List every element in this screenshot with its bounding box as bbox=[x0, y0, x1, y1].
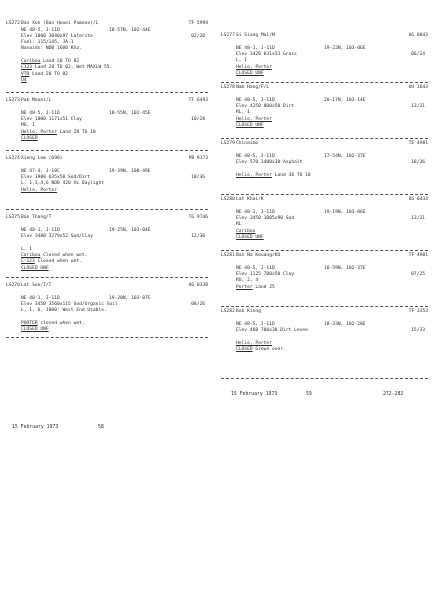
site-id: LS277 bbox=[221, 33, 235, 38]
site-id: LS279 bbox=[221, 141, 235, 146]
entry-details bbox=[21, 222, 205, 272]
coordinates: 19-20N, 103-07E bbox=[109, 295, 151, 301]
site-id: LS273 bbox=[6, 98, 20, 103]
left-footer-date: 15 February 1973 bbox=[12, 425, 59, 430]
runway-heading: 15/33 bbox=[411, 328, 425, 334]
detail-text: Elev 3450 1005x90 Sod bbox=[236, 216, 295, 222]
site-id: LS272 bbox=[6, 21, 20, 26]
entry-separator bbox=[6, 277, 208, 278]
site-id: LS281 bbox=[221, 253, 235, 258]
right-page-number: 59 bbox=[306, 392, 312, 397]
runway-heading: 02/20 bbox=[191, 33, 205, 39]
entry-details bbox=[236, 92, 425, 130]
coordinates: 18-57N, 102-44E bbox=[109, 27, 151, 33]
detail-line bbox=[236, 123, 425, 129]
runway-heading: 06/24 bbox=[411, 52, 425, 58]
detail-text: Helio, Porter bbox=[236, 340, 272, 346]
site-name: Xieng Lom (698) bbox=[21, 156, 63, 161]
entry-separator bbox=[221, 82, 428, 83]
detail-text: Caribou Land 20 TO 02 bbox=[21, 58, 80, 64]
coordinates: 20-17N, 103-14E bbox=[324, 97, 366, 103]
detail-text: Elev 570 1400x30 Asphalt bbox=[236, 160, 303, 166]
detail-text: NE 47-4, J-10C bbox=[21, 168, 60, 174]
detail-text: Elev 3480 3279x52 Sod/Clay bbox=[21, 234, 93, 240]
entry-separator bbox=[221, 378, 428, 379]
runway-heading: 10/28 bbox=[191, 117, 205, 123]
detail-text: CLOSED UNF bbox=[21, 265, 49, 271]
coordinates: 19-25N, 103-04E bbox=[109, 227, 151, 233]
detail-text: Elev 4250 800x50 Dirt bbox=[236, 104, 295, 110]
detail-text: Elev 3420 831x53 Grass bbox=[236, 52, 297, 58]
detail-text: NE 48-1, J-11D bbox=[21, 295, 60, 301]
detail-line bbox=[21, 327, 205, 333]
entry-separator bbox=[221, 250, 428, 251]
entry-separator bbox=[221, 138, 428, 139]
detail-line bbox=[21, 188, 205, 194]
detail-text: CLOSED bbox=[21, 135, 38, 141]
detail-text: Elev 1900 635x50 Sod/Dirt bbox=[21, 175, 91, 181]
entry-separator bbox=[6, 209, 208, 210]
coordinates: 19-39N, 100-49E bbox=[109, 168, 151, 174]
detail-text: Helio, Porter bbox=[236, 64, 272, 70]
site-name: Lat Sen/T/T bbox=[21, 283, 52, 288]
detail-text: NE 48-5, J-11D bbox=[236, 153, 275, 159]
grid-code: TE 4981 bbox=[408, 141, 428, 146]
detail-text: MU, 1 bbox=[21, 123, 35, 129]
detail-text: VTR Land 20 TO 02 bbox=[21, 71, 69, 77]
grid-code: UG 0338 bbox=[188, 283, 208, 288]
airfield-entry bbox=[6, 98, 208, 158]
detail-line bbox=[236, 347, 425, 353]
airfield-entry bbox=[221, 33, 428, 93]
coordinates: 19-22N, 103-06E bbox=[324, 45, 366, 51]
detail-text: L, 1,3,4,6 NDB 420 XL Daylight bbox=[21, 181, 104, 187]
detail-text: Helio, Porter bbox=[236, 116, 272, 122]
runway-heading: 08/26 bbox=[191, 302, 205, 308]
detail-line bbox=[21, 78, 205, 84]
entry-details bbox=[21, 163, 205, 194]
detail-text: NE 48-5, J-11D bbox=[236, 265, 275, 271]
detail-text: NE 48-1, J-11D bbox=[21, 227, 60, 233]
detail-line bbox=[236, 235, 425, 241]
detail-text: RL bbox=[236, 222, 242, 228]
runway-heading: 18/36 bbox=[191, 175, 205, 181]
grid-code: UH 1643 bbox=[408, 85, 428, 90]
entry-separator bbox=[221, 194, 428, 195]
detail-line bbox=[236, 173, 425, 179]
entry-separator bbox=[6, 150, 208, 151]
runway-heading: 13/31 bbox=[411, 216, 425, 222]
site-id: LS275 bbox=[6, 215, 20, 220]
detail-line bbox=[21, 266, 205, 272]
detail-text: NE 48-5, J-11D bbox=[236, 97, 275, 103]
entry-details bbox=[236, 260, 425, 291]
airfield-entry bbox=[221, 253, 428, 313]
runway-heading: 07/25 bbox=[411, 272, 425, 278]
detail-text: CLOSED UNF bbox=[236, 234, 264, 240]
runway-heading: 18/36 bbox=[411, 160, 425, 166]
grid-code: PB 9173 bbox=[188, 156, 208, 161]
detail-text: Elev 1125 700x50 Clay bbox=[236, 272, 295, 278]
grid-code: TF 3353 bbox=[408, 309, 428, 314]
site-id: LS282 bbox=[221, 309, 235, 314]
site-name: Nam Hang/F/L bbox=[236, 85, 270, 90]
detail-line bbox=[236, 285, 425, 291]
detail-text: C123 Land 20 TO 02, Wet MAXLW 55. bbox=[21, 65, 113, 71]
grid-code: TF 5994 bbox=[188, 21, 208, 26]
right-page-range: 272-282 bbox=[383, 392, 404, 397]
airfield-entry bbox=[221, 85, 428, 145]
grid-code: TG 9746 bbox=[188, 215, 208, 220]
coordinates: 18-59N, 102-37E bbox=[324, 265, 366, 271]
right-footer-date: 15 February 1973 bbox=[231, 392, 278, 397]
entry-details bbox=[21, 28, 205, 85]
detail-text: RU, 2, 4 bbox=[236, 278, 259, 284]
entry-details bbox=[21, 290, 205, 334]
detail-text: Helio, Porter bbox=[21, 187, 57, 193]
detail-text: C-123 Closed when wet. bbox=[21, 259, 82, 265]
detail-text: Elev 1000 3040x97 Laterite bbox=[21, 33, 93, 39]
coordinates: 18-55N, 102-45E bbox=[109, 110, 151, 116]
entry-separator bbox=[6, 92, 208, 93]
site-name: Ban Xon (Ban Houei Pamone)/L bbox=[21, 21, 99, 26]
airfield-entry bbox=[6, 215, 208, 275]
airfield-entry bbox=[221, 197, 428, 257]
detail-text: Caribou bbox=[236, 228, 256, 234]
site-id: LS276 bbox=[6, 283, 20, 288]
detail-text: NE 48-5, J-11D bbox=[21, 27, 60, 33]
detail-text: CLOSED UNF bbox=[21, 327, 49, 333]
coordinates: 18-33N, 102-28E bbox=[324, 321, 366, 327]
detail-line bbox=[21, 136, 205, 142]
site-name: Kok Kieng bbox=[236, 309, 261, 314]
site-id: LS278 bbox=[221, 85, 235, 90]
detail-text: Fuel: 115/145, JA-1 bbox=[21, 40, 74, 46]
detail-text: L, 1 bbox=[236, 58, 248, 64]
site-name: Ban Na Kouang/KO bbox=[236, 253, 281, 258]
airfield-entry bbox=[221, 141, 428, 201]
detail-text: Elev 1000 1171x51 Clay bbox=[21, 117, 82, 123]
detail-text: Helio, Porter Land 36 TO 18 bbox=[236, 172, 311, 178]
airfield-entry bbox=[6, 283, 208, 343]
runway-heading: 13/31 bbox=[411, 104, 425, 110]
detail-text: Elev 460 700x30 Dirt Levee bbox=[236, 328, 308, 334]
detail-text: Elev 3450 3560x115 Sod/Organic Soil bbox=[21, 302, 118, 308]
airfield-entry bbox=[221, 309, 428, 369]
entry-details bbox=[236, 316, 425, 354]
site-name: Pak Mouei/L bbox=[21, 98, 52, 103]
right-page bbox=[218, 0, 436, 600]
detail-text: Porter Land 25 bbox=[236, 284, 275, 290]
detail-text: Caribou Closed when wet. bbox=[21, 252, 88, 258]
entry-details bbox=[236, 204, 425, 242]
site-id: LS274 bbox=[6, 156, 20, 161]
detail-text: Helio, Porter Land 28 TO 10 bbox=[21, 129, 96, 135]
site-name: Lat Khai/K bbox=[236, 197, 264, 202]
detail-text: NE 48-5, J-11D bbox=[21, 110, 60, 116]
grid-code: TF 4901 bbox=[408, 253, 428, 258]
entry-details bbox=[236, 148, 425, 179]
entry-details bbox=[21, 105, 205, 143]
detail-text: CLOSED UNF bbox=[236, 122, 264, 128]
detail-text: NE 48-1, J-11D bbox=[236, 209, 275, 215]
detail-text: Navaids: NDB 1680 Khz. bbox=[21, 46, 82, 52]
site-name: Ban Thang/T bbox=[21, 215, 52, 220]
entry-separator bbox=[6, 337, 208, 338]
entry-details bbox=[236, 40, 425, 78]
detail-text: CLOSED Grown over. bbox=[236, 346, 286, 352]
site-id: LS280 bbox=[221, 197, 235, 202]
airfield-entry bbox=[6, 21, 208, 81]
grid-code: UG 0434 bbox=[408, 197, 428, 202]
entry-separator bbox=[221, 306, 428, 307]
detail-text: NE 48-1, J-11D bbox=[236, 45, 275, 51]
runway-heading: 12/30 bbox=[191, 234, 205, 240]
coordinates: 17-54N, 102-37E bbox=[324, 153, 366, 159]
detail-text: NE 48-5, J-11D bbox=[236, 321, 275, 327]
detail-line bbox=[236, 71, 425, 77]
detail-text: L, 1 bbox=[21, 246, 33, 252]
site-name: Chinaimo bbox=[236, 141, 259, 146]
detail-text: CLOSED UNF bbox=[236, 70, 264, 76]
detail-text: U4 bbox=[21, 77, 27, 83]
site-name: Si Siang Mai/N bbox=[236, 33, 275, 38]
grid-code: UG 0043 bbox=[408, 33, 428, 38]
left-page-number: 58 bbox=[98, 425, 104, 430]
detail-text: PORTER closed when wet. bbox=[21, 320, 85, 326]
detail-text: L, 1, 6, 1000' West End Usable. bbox=[21, 308, 107, 314]
airfield-entry bbox=[6, 156, 208, 216]
detail-text: RL, 1 bbox=[236, 110, 250, 116]
coordinates: 19-19N, 103-06E bbox=[324, 209, 366, 215]
grid-code: TF 6493 bbox=[188, 98, 208, 103]
